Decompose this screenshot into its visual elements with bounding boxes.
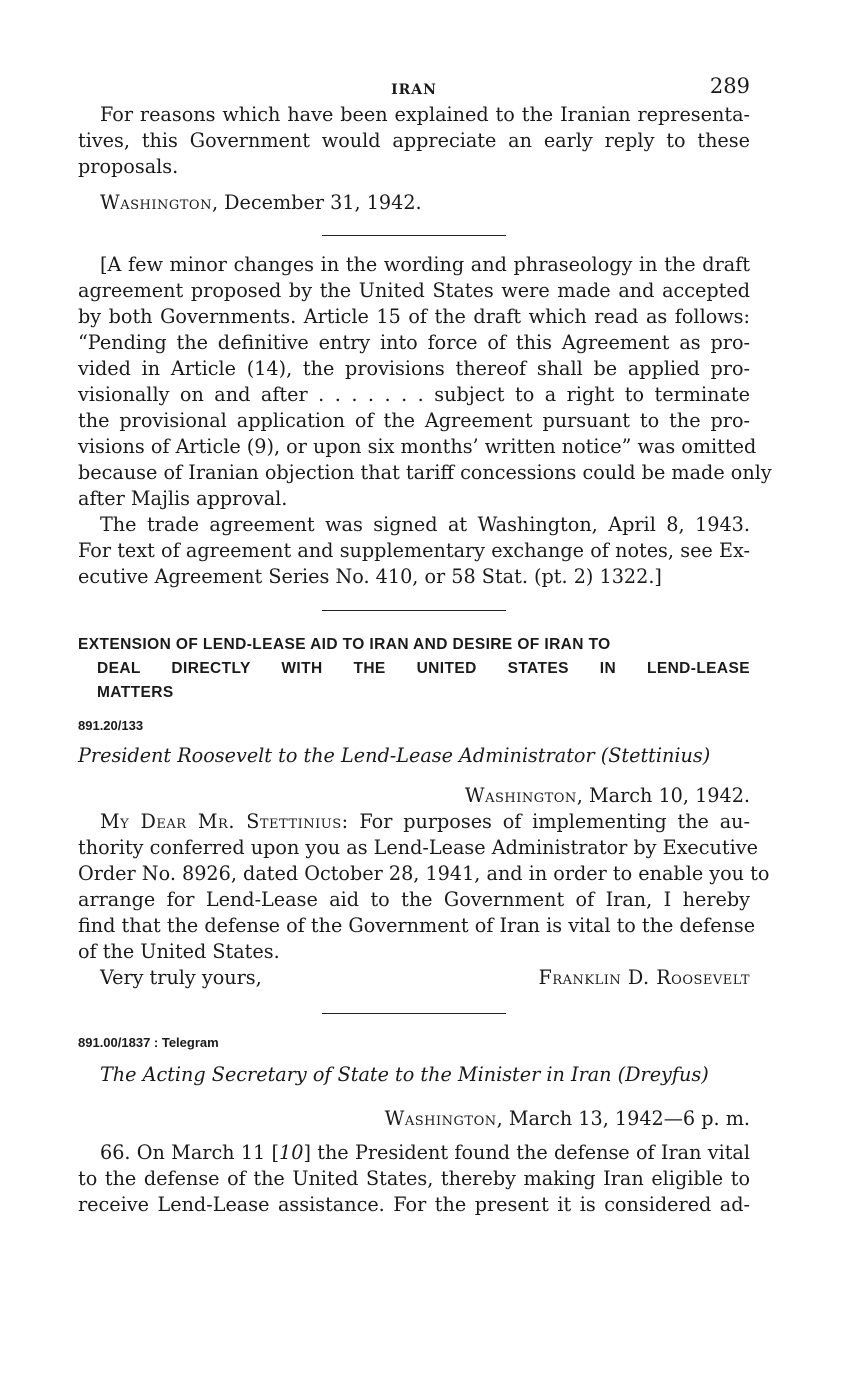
text-line: vided in Article (14), the provisions thereof shall be applied pro-	[78, 357, 750, 380]
title-addressee: (Stettinius)	[600, 744, 711, 767]
text-line: proposals.	[78, 155, 179, 178]
dateline	[78, 190, 750, 216]
text-segment: ] the President found the defense of Iran vital	[303, 1141, 750, 1164]
closing-line	[78, 965, 750, 991]
text-line: The trade agreement was signed at Washington, April 8, 1943.	[100, 513, 750, 536]
file-number: 891.00/1837 : Telegram	[78, 1035, 219, 1050]
letter-body	[78, 809, 770, 965]
text-line: to the defense of the United States, thereby making Iran eligible to	[78, 1167, 750, 1190]
text-line: ecutive Agreement Series No. 410, or 58 Stat. (pt. 2) 1322.]	[78, 565, 662, 588]
file-number: 891.20/133	[78, 718, 144, 733]
title-addressee: (Dreyfus)	[617, 1063, 709, 1086]
text-line: the provisional application of the Agreement pursuant to the pro-	[78, 409, 750, 432]
section-heading	[78, 633, 750, 705]
text-line: visions of Article (9), or upon six months’ written notice” was omitted	[78, 435, 757, 458]
dateline-place: Washington	[100, 191, 212, 214]
page-header	[78, 70, 750, 110]
dateline-date: , March 13, 1942—6 p. m.	[496, 1107, 750, 1130]
text-line: after Majlis approval.	[78, 487, 288, 510]
document-title	[78, 1062, 750, 1088]
divider	[322, 235, 506, 236]
text-line: arrange for Lend-Lease aid to the Government of Iran, I hereby	[78, 888, 750, 911]
text-line: receive Lend-Lease assistance. For the present it is considered ad-	[78, 1193, 750, 1216]
heading-line: EXTENSION OF LEND-LEASE AID TO IRAN AND DESIRE OF IRAN TO	[78, 636, 611, 653]
salutation: My Dear Mr. Stettinius:	[100, 810, 349, 833]
paragraph-proposals	[78, 102, 750, 180]
text-line: tives, this Government would appreciate an early reply to these	[78, 129, 750, 152]
text-line: of the United States.	[78, 940, 280, 963]
text-line	[78, 809, 750, 835]
text-line: thority conferred upon you as Lend-Lease Administrator by Executive	[78, 836, 758, 859]
title-main: The Acting Secretary of State to the Minister in Iran	[100, 1063, 612, 1086]
text-line: agreement proposed by the United States were made and accepted	[78, 279, 750, 302]
document-page	[78, 70, 772, 1218]
text-line: For text of agreement and supplementary exchange of notes, see Ex-	[78, 539, 750, 562]
text-line-rest: For purposes of implementing the au-	[348, 810, 750, 833]
text-line	[78, 1140, 750, 1166]
heading-line: DEAL DIRECTLY WITH THE UNITED STATES IN LEND-LEASE	[97, 660, 750, 677]
text-line: [A few minor changes in the wording and phraseology in the draft	[100, 253, 750, 276]
title-main: President Roosevelt to the Lend-Lease Administrator	[78, 744, 595, 767]
running-title: IRAN	[391, 82, 437, 98]
text-line: For reasons which have been explained to the Iranian representa-	[100, 103, 750, 126]
dateline-place: Washington	[384, 1107, 497, 1130]
date-correction: 10	[279, 1141, 304, 1164]
text-line: by both Governments. Article 15 of the draft which read as follows:	[78, 305, 750, 328]
closing: Very truly yours,	[100, 966, 262, 989]
dateline-place: Washington	[464, 784, 577, 807]
document-title	[78, 743, 750, 769]
dateline	[78, 1106, 750, 1132]
editorial-note	[78, 252, 772, 590]
paragraph-number: 66.	[100, 1141, 131, 1164]
dateline-date: , March 10, 1942.	[576, 784, 750, 807]
text-segment: On March 11 [	[130, 1141, 280, 1164]
divider	[322, 610, 506, 611]
dateline-date: , December 31, 1942.	[211, 191, 422, 214]
dateline	[78, 783, 750, 809]
text-line: Order No. 8926, dated October 28, 1941, and in order to enable you to	[78, 862, 770, 885]
text-line: visionally on and after . . . . . . . subject to a right to terminate	[78, 383, 750, 406]
text-line: “Pending the definitive entry into force of this Agreement as pro-	[78, 331, 750, 354]
telegram-body	[78, 1140, 750, 1218]
signature: Franklin D. Roosevelt	[538, 966, 750, 989]
text-line: because of Iranian objection that tariff concessions could be made only	[78, 461, 772, 484]
heading-line: MATTERS	[97, 684, 174, 701]
divider	[322, 1013, 506, 1014]
page-number: 289	[709, 74, 750, 98]
text-line: find that the defense of the Government of Iran is vital to the defense	[78, 914, 756, 937]
